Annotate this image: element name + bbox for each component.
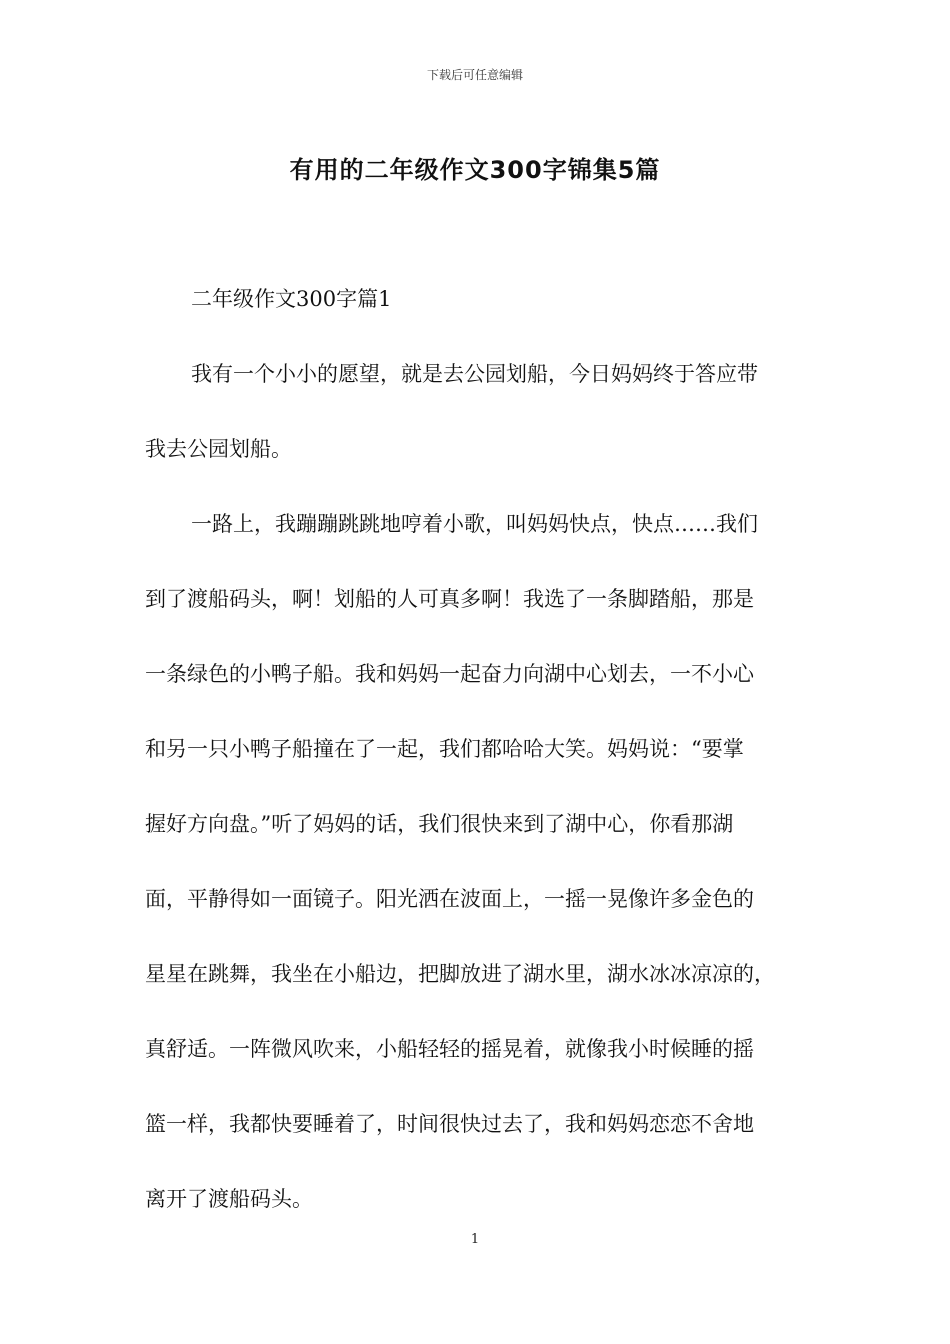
document-body xyxy=(145,262,825,1237)
paragraph-line: 星星在跳舞，我坐在小船边，把脚放进了湖水里，湖水冰冰凉凉的， xyxy=(145,962,775,986)
paragraph-line: 我有一个小小的愿望，就是去公园划船，今日妈妈终于答应带 xyxy=(191,362,758,386)
document-title: 有用的二年级作文300字锦集5篇 xyxy=(289,156,661,184)
paragraph-line: 和另一只小鸭子船撞在了一起，我们都哈哈大笑。妈妈说：“要掌 xyxy=(145,737,744,761)
paragraph-line: 面，平静得如一面镜子。阳光洒在波面上，一摇一晃像许多金色的 xyxy=(145,887,754,911)
paragraph-line: 一路上，我蹦蹦跳跳地哼着小歌，叫妈妈快点，快点……我们 xyxy=(191,512,758,536)
paragraph-line: 离开了渡船码头。 xyxy=(145,1187,313,1211)
page-header: 下载后可任意编辑 xyxy=(426,68,523,82)
paragraph-line: 篮一样，我都快要睡着了，时间很快过去了，我和妈妈恋恋不舍地 xyxy=(145,1112,754,1136)
paragraph-line: 一条绿色的小鸭子船。我和妈妈一起奋力向湖中心划去，一不小心 xyxy=(145,662,754,686)
page-number: 1 xyxy=(470,1232,480,1247)
paragraph-line: 我去公园划船。 xyxy=(145,437,292,461)
section-heading: 二年级作文300字篇1 xyxy=(191,287,392,311)
paragraph-line: 到了渡船码头，啊！划船的人可真多啊！我选了一条脚踏船，那是 xyxy=(145,587,754,611)
paragraph-line: 真舒适。一阵微风吹来，小船轻轻的摇晃着，就像我小时候睡的摇 xyxy=(145,1037,754,1061)
paragraph-line: 握好方向盘。”听了妈妈的话，我们很快来到了湖中心，你看那湖 xyxy=(145,812,734,836)
